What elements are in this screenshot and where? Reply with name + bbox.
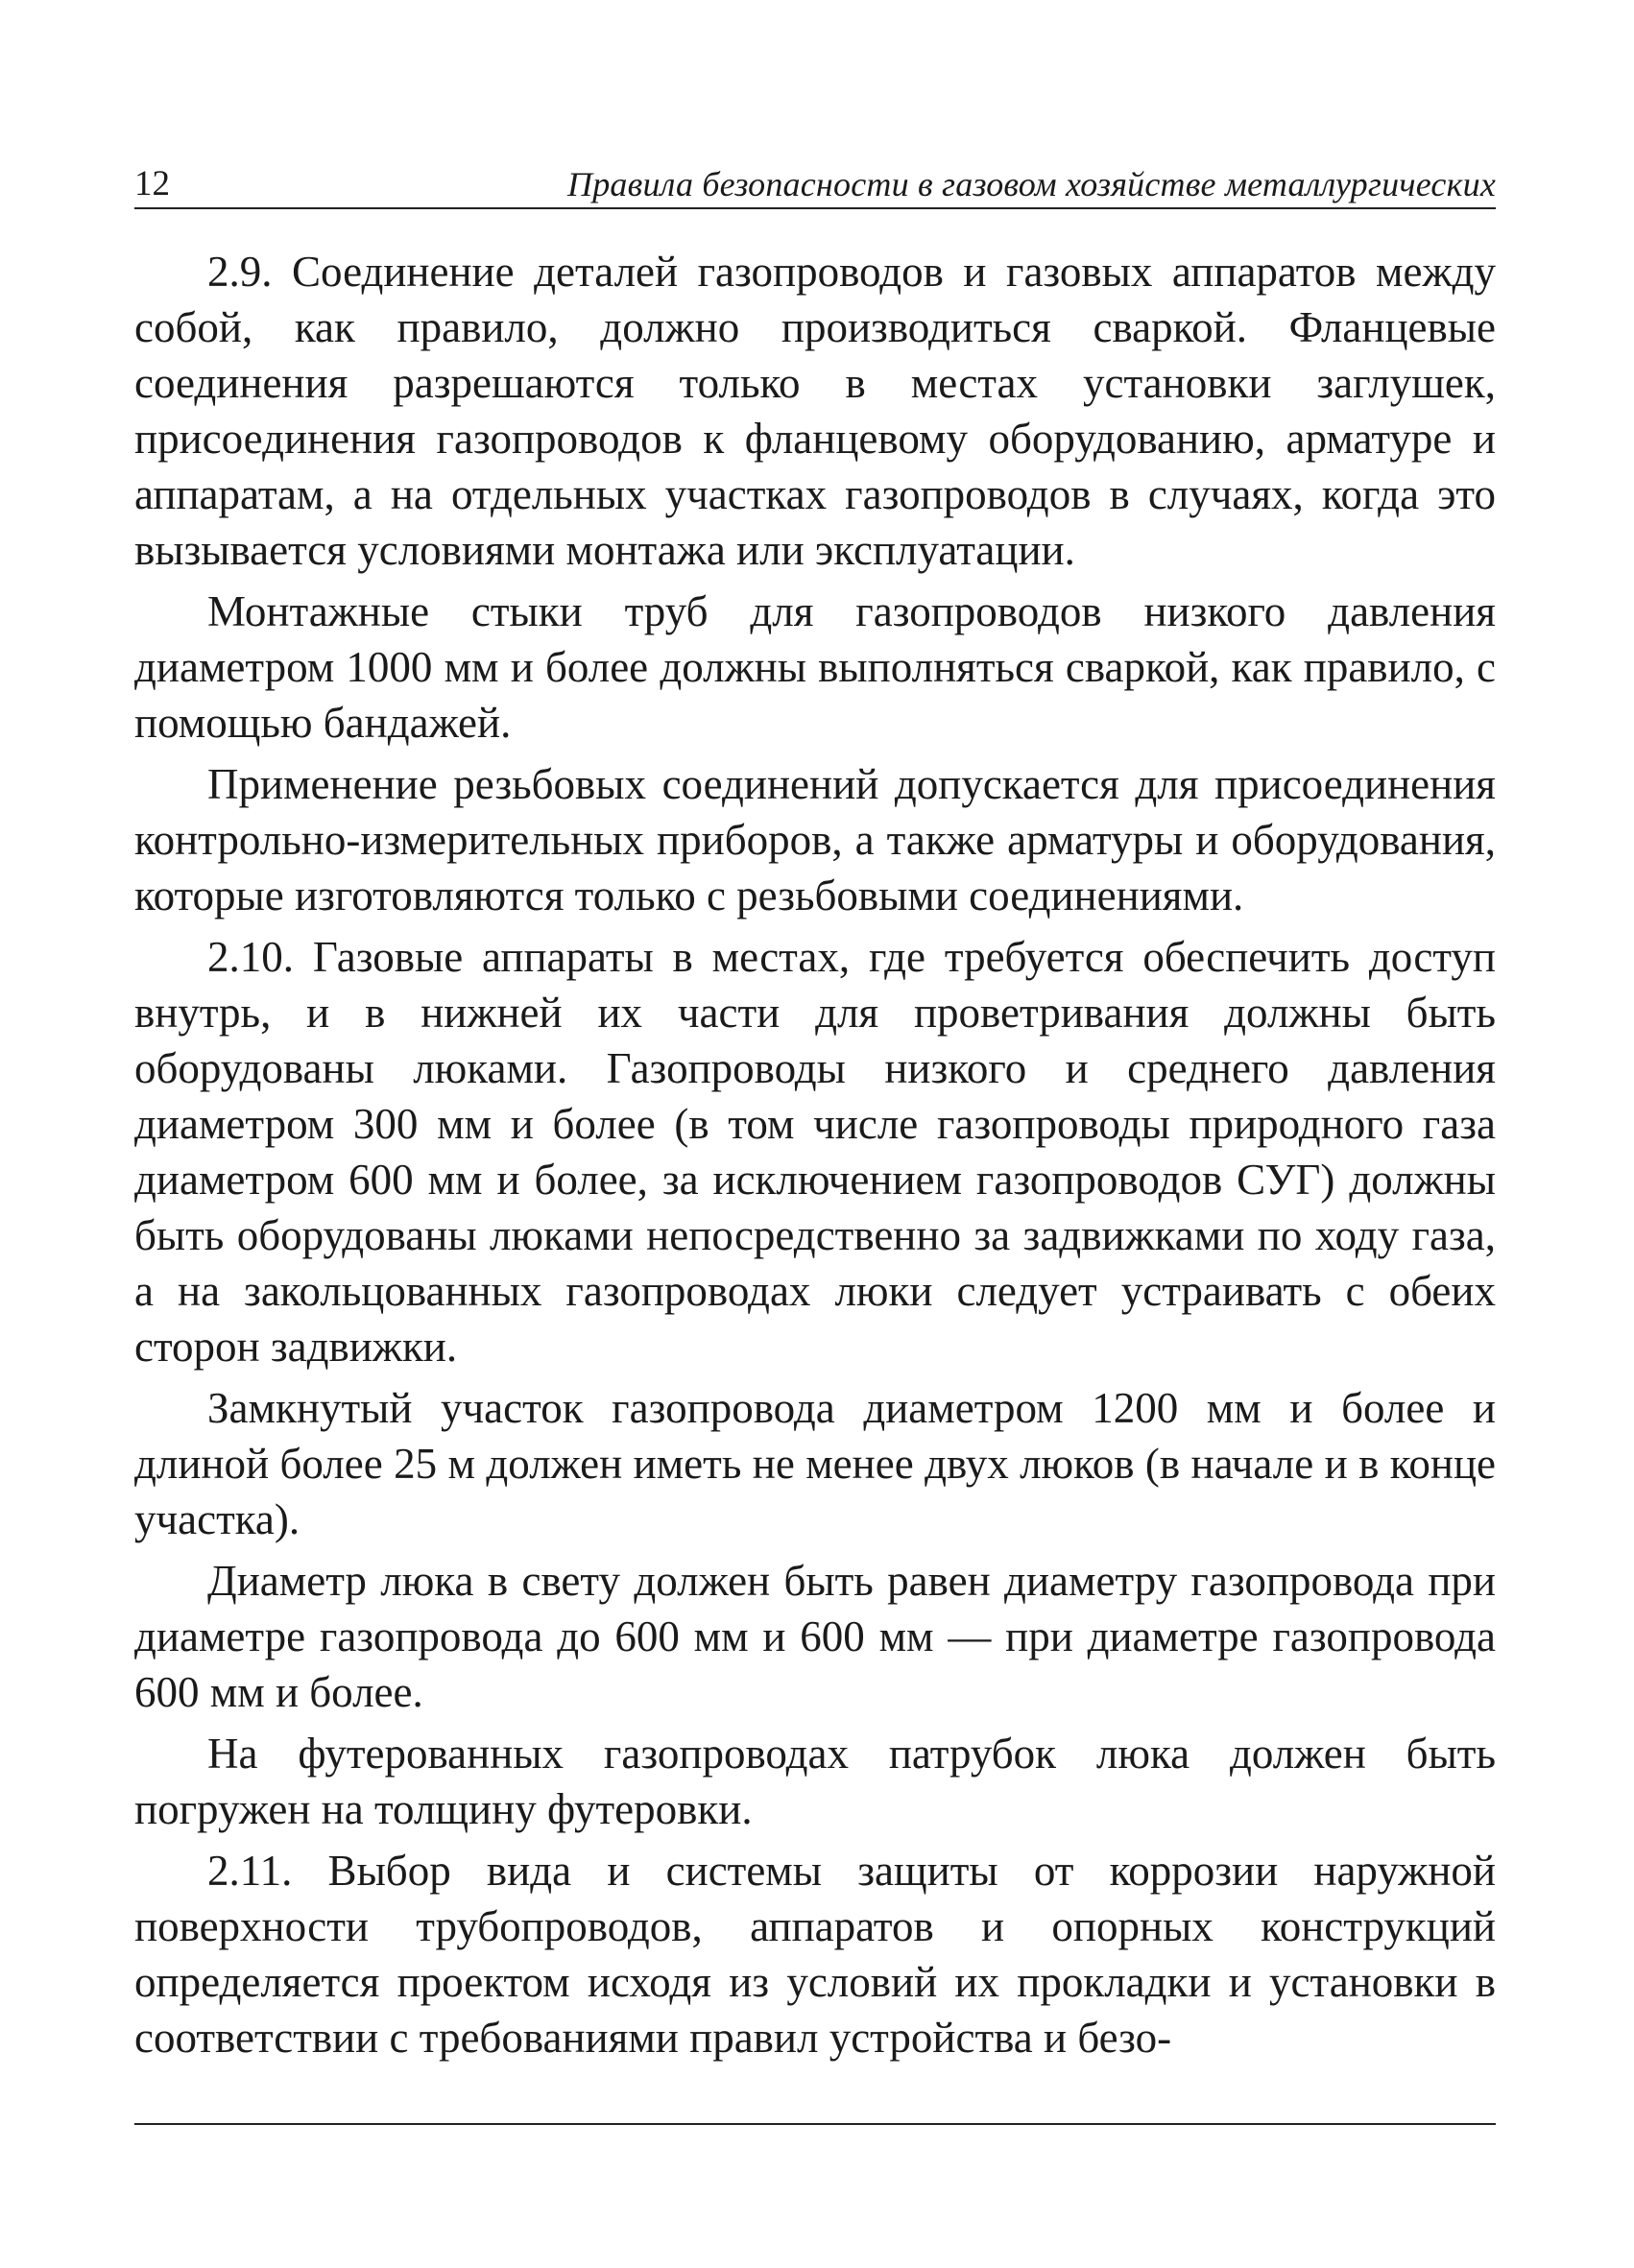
page-number: 12 (134, 164, 170, 203)
paragraph-lined-pipelines: На футерованных газопроводах патрубок люка должен быть погружен на толщину футеровки. (134, 1730, 1496, 1833)
page-header (134, 144, 1496, 209)
paragraph-hatch-diameter: Диаметр люка в свету должен быть равен диаметру газопровода при диаметре газопровода до 600 мм и 600 мм — при диаметре газопровода 600 мм и более. (134, 1557, 1496, 1716)
paragraph-assembly-joints: Монтажные стыки труб для газопроводов низкого давления диаметром 1000 мм и более должны выполняться сваркой, как правило, с помощью бандажей. (134, 587, 1496, 747)
footer-divider (134, 2123, 1496, 2125)
paragraph-threaded-connections: Применение резьбовых соединений допускается для присоединения контрольно-измерительных приборов, а также арматуры и оборудования, которые изготовляются только с резьбовыми соединениями. (134, 760, 1496, 919)
paragraph-2-9: 2.9. Соединение деталей газопроводов и газовых аппаратов между собой, как правило, должно производиться сваркой. Фланцевые соединения разрешаются только в местах установки заглушек, присоединения газопроводов к фланцевому оборудованию, арматуре и аппаратам, а на отдельных участках газопроводов в случаях, когда это вызывается условиями монтажа или эксплуатации. (134, 248, 1496, 574)
running-title: Правила безопасности в газовом хозяйстве металлургических (567, 165, 1496, 203)
paragraph-closed-section: Замкнутый участок газопровода диаметром 1200 мм и более и длиной более 25 м должен иметь не менее двух люков (в начале и в конце участка). (134, 1384, 1496, 1543)
paragraph-2-11: 2.11. Выбор вида и системы защиты от коррозии наружной поверхности трубопроводов, аппаратов и опорных конструкций определяется проектом исходя из условий их прокладки и установки в соответствии с требованиями правил устройства и безо- (134, 1847, 1496, 2062)
document-page (134, 144, 1496, 2071)
paragraph-2-10: 2.10. Газовые аппараты в местах, где требуется обеспечить доступ внутрь, и в нижней их части для проветривания должны быть оборудованы люками. Газопроводы низкого и среднего давления диаметром 300 мм и более (в том числе газопроводы природного газа диаметром 600 мм и более, за исключением газопроводов СУГ) должны быть оборудованы люками непосредственно за задвижками по ходу газа, а на закольцованных газопроводах люки следует устраивать с обеих сторон задвижки. (134, 933, 1496, 1371)
body-text (134, 244, 1496, 2065)
